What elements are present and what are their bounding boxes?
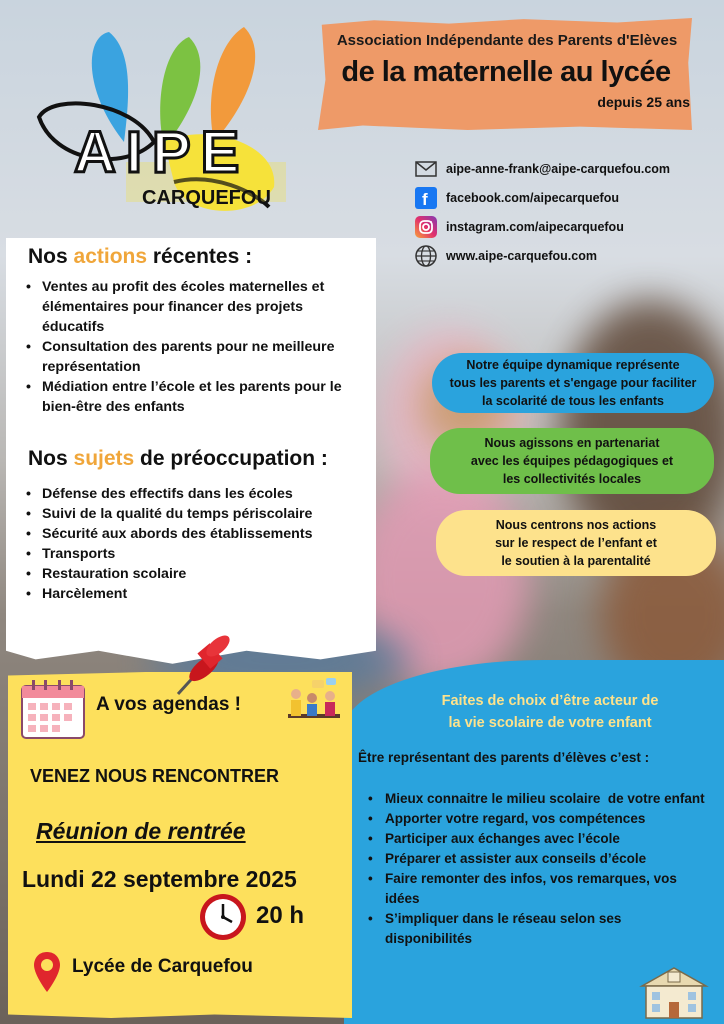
engagement-title: Faites de choix d’être acteur de la vie scolaire de votre enfant bbox=[441, 693, 659, 731]
contact-website[interactable] bbox=[414, 241, 714, 270]
meet-us-heading: VENEZ NOUS RENCONTRER bbox=[30, 766, 280, 786]
engagement-subtitle: Être représentant des parents d’élèves c’est : bbox=[358, 750, 650, 765]
contact-instagram-text[interactable]: instagram.com/aipecarquefou bbox=[446, 219, 624, 234]
mission-pill-yellow: Nous centrons nos actions sur le respect de l’enfant et le soutien à la parentalité bbox=[436, 510, 716, 576]
contact-email-text[interactable]: aipe-anne-frank@aipe-carquefou.com bbox=[446, 161, 671, 176]
logo-text: AIPE bbox=[74, 120, 250, 185]
email-icon bbox=[414, 157, 438, 181]
contact-facebook[interactable] bbox=[414, 183, 714, 212]
logo-subtext: CARQUEFOU bbox=[142, 187, 271, 209]
meeting-title: Réunion de rentrée bbox=[36, 818, 246, 844]
globe-icon bbox=[414, 244, 438, 268]
contact-list bbox=[414, 154, 714, 270]
mission-pill-blue: Notre équipe dynamique représente tous les parents et s'engage pour faciliter la scolarité de tous les enfants bbox=[432, 353, 714, 413]
list-item: • Harcèlement bbox=[24, 584, 366, 604]
list-item: • Consultation des parents pour ne meilleure représentation bbox=[24, 337, 366, 377]
pushpin-icon bbox=[168, 632, 234, 702]
list-item: • Apporter votre regard, vos compétences bbox=[366, 809, 712, 829]
sujets-title: Nos sujets de préoccupation : bbox=[28, 447, 328, 470]
aipe-logo bbox=[14, 22, 304, 232]
clock-icon bbox=[198, 892, 248, 942]
list-item: • Faire remonter des infos, vos remarques, vos idées bbox=[366, 869, 712, 909]
contact-email[interactable] bbox=[414, 154, 714, 183]
list-item: • Médiation entre l’école et les parents pour le bien-être des enfants bbox=[24, 377, 366, 417]
actions-title: Nos actions récentes : bbox=[28, 245, 253, 268]
instagram-icon bbox=[414, 215, 438, 239]
sujets-list bbox=[24, 484, 366, 604]
list-item: • Ventes au profit des écoles maternelles et élémentaires pour financer des projets éducatifs bbox=[24, 277, 366, 337]
meeting-time: 20 h bbox=[256, 902, 305, 929]
banner-association: Association Indépendante des Parents d'Elèves bbox=[336, 32, 678, 49]
list-item: • Participer aux échanges avec l’école bbox=[366, 829, 712, 849]
list-item: • S’impliquer dans le réseau selon ses disponibilités bbox=[366, 909, 712, 949]
contact-facebook-text[interactable]: facebook.com/aipecarquefou bbox=[446, 190, 619, 205]
meeting-location: Lycée de Carquefou bbox=[72, 956, 253, 977]
banner-headline: de la maternelle au lycée bbox=[341, 56, 671, 88]
banner-since: depuis 25 ans bbox=[597, 94, 690, 110]
facebook-icon bbox=[414, 186, 438, 210]
list-item: • Sécurité aux abords des établissements bbox=[24, 524, 366, 544]
meeting-people-icon bbox=[282, 676, 346, 736]
agenda-heading: A vos agendas ! bbox=[96, 694, 242, 715]
list-item: • Transports bbox=[24, 544, 366, 564]
contact-website-text[interactable]: www.aipe-carquefou.com bbox=[446, 248, 597, 263]
contact-instagram[interactable] bbox=[414, 212, 714, 241]
svg-text:f: f bbox=[422, 189, 428, 209]
list-item: • Mieux connaitre le milieu scolaire de votre enfant bbox=[366, 789, 712, 809]
calendar-icon bbox=[20, 678, 86, 740]
list-item: • Restauration scolaire bbox=[24, 564, 366, 584]
list-item: • Suivi de la qualité du temps périscolaire bbox=[24, 504, 366, 524]
meeting-date: Lundi 22 septembre 2025 bbox=[22, 866, 297, 892]
school-building-icon bbox=[638, 964, 710, 1020]
mission-pill-green: Nous agissons en partenariat avec les équipes pédagogiques et les collectivités locales bbox=[430, 428, 714, 494]
list-item: • Préparer et assister aux conseils d’école bbox=[366, 849, 712, 869]
actions-list bbox=[24, 277, 366, 417]
list-item: • Défense des effectifs dans les écoles bbox=[24, 484, 366, 504]
engagement-list bbox=[366, 789, 712, 949]
location-pin-icon bbox=[32, 950, 62, 994]
